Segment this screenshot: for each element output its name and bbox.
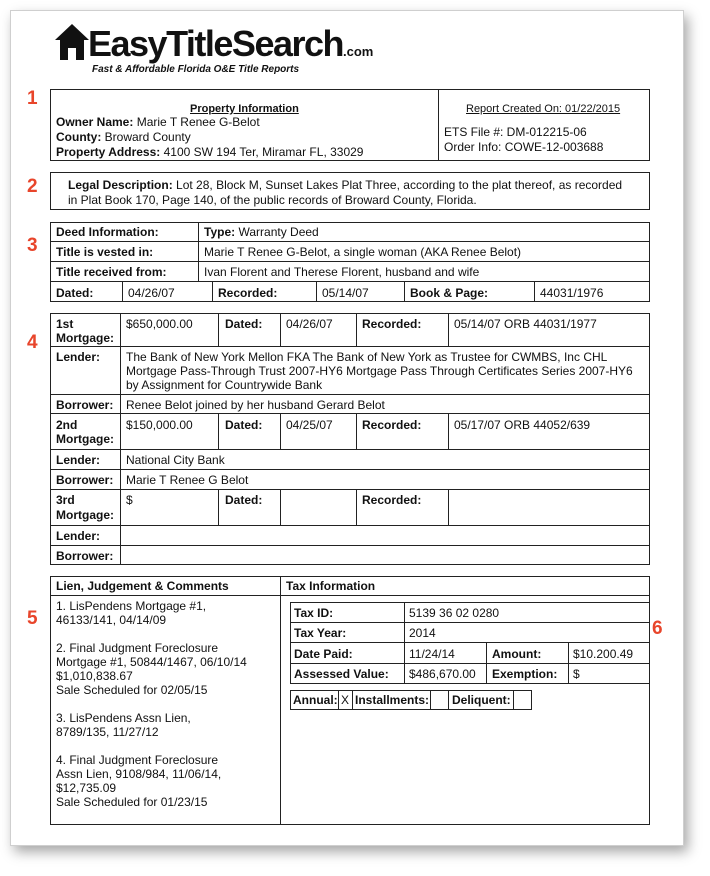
m3-recorded-label: Recorded:: [362, 493, 422, 507]
divider: [280, 489, 281, 525]
divider: [50, 469, 650, 470]
m3-dated-label: Dated:: [225, 493, 263, 507]
divider: [50, 595, 650, 596]
divider: [50, 394, 650, 395]
m2-lender-value: National City Bank: [126, 453, 225, 467]
legal-line-1: [68, 178, 622, 192]
m1-amount: $650,000.00: [126, 317, 193, 331]
divider: [568, 642, 569, 684]
m3-lender-label: Lender:: [56, 529, 101, 543]
divider: [316, 281, 317, 302]
book-page-value: 44031/1976: [540, 286, 604, 300]
logo-suffix: .com: [343, 44, 374, 59]
assessed-label: Assessed Value:: [294, 667, 389, 681]
divider: [50, 413, 650, 414]
m1-lender-line-2: Mortgage Pass-Through Trust 2007-HY6 Mortgage Pass Through Certificates Series 2007-HY6: [126, 364, 633, 378]
lien-line: [56, 739, 247, 753]
lien-line: 46133/141, 04/14/09: [56, 613, 167, 627]
divider: [290, 622, 650, 623]
m1-borrower-label: Borrower:: [56, 398, 114, 412]
m1-label-1: 1st: [56, 317, 74, 331]
divider: [513, 690, 514, 710]
lien-line: 4. Final Judgment Foreclosure: [56, 753, 219, 767]
m1-lender-label: Lender:: [56, 350, 101, 364]
logo-tagline: Fast & Affordable Florida O&E Title Reports: [92, 64, 300, 75]
delinquent-label: Deliquent:: [452, 693, 511, 707]
m1-recorded-value: 05/14/07 ORB 44031/1977: [454, 317, 597, 331]
county-row: [56, 130, 191, 144]
divider: [212, 281, 213, 302]
divider: [280, 313, 281, 346]
divider: [338, 690, 339, 710]
divider: [404, 602, 405, 684]
section-marker-1: 1: [27, 88, 38, 109]
lien-line: Sale Scheduled for 01/23/15: [56, 795, 208, 809]
deed-dated-label: Dated:: [56, 286, 94, 300]
legal-text-1: Lot 28, Block M, Sunset Lakes Plat Three, according to the plat thereof, as recorded: [176, 178, 623, 192]
m2-dated-label: Dated:: [225, 418, 263, 432]
m1-recorded-label: Recorded:: [362, 317, 422, 331]
address-label: Property Address:: [56, 145, 161, 159]
deed-recorded-label: Recorded:: [218, 286, 278, 300]
lien-line: Sale Scheduled for 02/05/15: [56, 683, 208, 697]
annual-checkbox: X: [341, 693, 350, 707]
tax-id-value: 5139 36 02 0280: [409, 606, 500, 620]
report-created: Report Created On: 01/22/2015: [466, 103, 621, 115]
lien-line: [56, 627, 247, 641]
m3-borrower-label: Borrower:: [56, 549, 114, 563]
section-marker-2: 2: [27, 176, 38, 197]
divider: [120, 313, 121, 565]
vested-value: Marie T Renee G-Belot, a single woman (AKA Renee Belot): [204, 245, 522, 259]
m2-dated-value: 04/25/07: [286, 418, 333, 432]
legal-line-2: in Plat Book 170, Page 140, of the public records of Broward County, Florida.: [68, 193, 477, 207]
lien-line: [56, 697, 247, 711]
tax-year-value: 2014: [409, 626, 436, 640]
address-value: 4100 SW 194 Ter, Miramar FL, 33029: [163, 145, 364, 159]
logo-name: EasyTitleSearch: [88, 23, 344, 64]
deed-dated-value: 04/26/07: [128, 286, 175, 300]
divider: [448, 489, 449, 525]
divider: [50, 261, 650, 262]
house-icon: [54, 22, 90, 62]
m2-label-2: Mortgage:: [56, 432, 114, 446]
section-marker-5: 5: [27, 608, 38, 629]
amount-value: $10.200.49: [573, 647, 634, 661]
deed-type-label: Type:: [204, 225, 236, 239]
exemption-value: $: [573, 667, 580, 681]
deed-recorded-value: 05/14/07: [322, 286, 369, 300]
m3-label-2: Mortgage:: [56, 508, 114, 522]
divider: [290, 663, 650, 664]
legal-label: Legal Description:: [68, 178, 173, 192]
divider: [50, 241, 650, 242]
lien-line: 8789/135, 11/27/12: [56, 725, 159, 739]
owner-row: [56, 115, 260, 129]
tax-year-label: Tax Year:: [294, 626, 347, 640]
address-row: [56, 145, 363, 159]
book-page-label: Book & Page:: [410, 286, 489, 300]
received-label: Title received from:: [56, 265, 167, 279]
divider: [50, 346, 650, 347]
date-paid-value: 11/24/14: [409, 647, 455, 661]
vested-label: Title is vested in:: [56, 245, 154, 259]
m2-label-1: 2nd: [56, 418, 78, 432]
owner-value: Marie T Renee G-Belot: [136, 115, 260, 129]
m2-lender-label: Lender:: [56, 453, 101, 467]
assessed-value: $486,670.00: [409, 667, 476, 681]
amount-label: Amount:: [492, 647, 542, 661]
divider: [430, 690, 431, 710]
divider: [352, 690, 353, 710]
section-marker-6: 6: [652, 618, 663, 639]
divider: [218, 489, 219, 525]
exemption-label: Exemption:: [492, 667, 558, 681]
section-marker-4: 4: [27, 332, 38, 353]
m3-amount: $: [126, 493, 133, 507]
divider: [356, 413, 357, 449]
divider: [280, 576, 281, 825]
lien-line: $1,010,838.67: [56, 669, 133, 683]
deed-info-label: Deed Information:: [56, 225, 159, 239]
m1-lender-line-1: The Bank of New York Mellon FKA The Bank of New York as Trustee for CWMBS, Inc CHL: [126, 350, 608, 364]
annual-label: Annual:: [293, 693, 338, 707]
divider: [448, 413, 449, 449]
lien-line: Mortgage #1, 50844/1467, 06/10/14: [56, 655, 247, 669]
tax-heading: Tax Information: [286, 579, 376, 593]
divider: [448, 313, 449, 346]
county-value: Broward County: [104, 130, 191, 144]
m1-borrower-value: Renee Belot joined by her husband Gerard Belot: [126, 398, 385, 412]
lien-line: 2. Final Judgment Foreclosure: [56, 641, 219, 655]
date-paid-label: Date Paid:: [294, 647, 353, 661]
divider: [280, 413, 281, 449]
county-label: County:: [56, 130, 102, 144]
m3-label-1: 3rd: [56, 493, 75, 507]
section-marker-3: 3: [27, 235, 38, 256]
m2-recorded-label: Recorded:: [362, 418, 422, 432]
m1-dated-value: 04/26/07: [286, 317, 333, 331]
m2-amount: $150,000.00: [126, 418, 193, 432]
m1-label-2: Mortgage:: [56, 331, 114, 345]
divider: [404, 281, 405, 302]
divider: [50, 525, 650, 526]
lien-line: 3. LisPendens Assn Lien,: [56, 711, 191, 725]
divider: [438, 89, 439, 161]
lien-line: 1. LisPendens Mortgage #1,: [56, 599, 207, 613]
divider: [198, 222, 199, 281]
divider: [50, 545, 650, 546]
divider: [356, 489, 357, 525]
m1-lender-line-3: by Assignment for Countrywide Bank: [126, 378, 323, 392]
divider: [448, 690, 449, 710]
owner-label: Owner Name:: [56, 115, 134, 129]
lien-list: [56, 599, 247, 809]
deed-type-row: [204, 225, 319, 239]
m2-recorded-value: 05/17/07 ORB 44052/639: [454, 418, 591, 432]
divider: [50, 281, 650, 282]
tax-id-label: Tax ID:: [294, 606, 334, 620]
received-value: Ivan Florent and Therese Florent, husband and wife: [204, 265, 480, 279]
m2-borrower-label: Borrower:: [56, 473, 114, 487]
divider: [218, 413, 219, 449]
divider: [534, 281, 535, 302]
deed-type-value: Warranty Deed: [238, 225, 319, 239]
lien-line: $12,735.09: [56, 781, 117, 795]
divider: [122, 281, 123, 302]
divider: [50, 489, 650, 490]
installments-label: Installments:: [355, 693, 430, 707]
lien-heading: Lien, Judgement & Comments: [56, 579, 229, 593]
lien-line: Assn Lien, 9108/984, 11/06/14,: [56, 767, 222, 781]
divider: [218, 313, 219, 346]
m2-borrower-value: Marie T Renee G Belot: [126, 473, 249, 487]
divider: [486, 642, 487, 684]
ets-file: ETS File #: DM-012215-06: [444, 125, 587, 139]
m1-dated-label: Dated:: [225, 317, 263, 331]
divider: [290, 642, 650, 643]
property-heading: Property Information: [190, 103, 299, 115]
logo-wordmark: [88, 23, 374, 64]
divider: [356, 313, 357, 346]
divider: [50, 449, 650, 450]
order-info: Order Info: COWE-12-003688: [444, 140, 604, 154]
